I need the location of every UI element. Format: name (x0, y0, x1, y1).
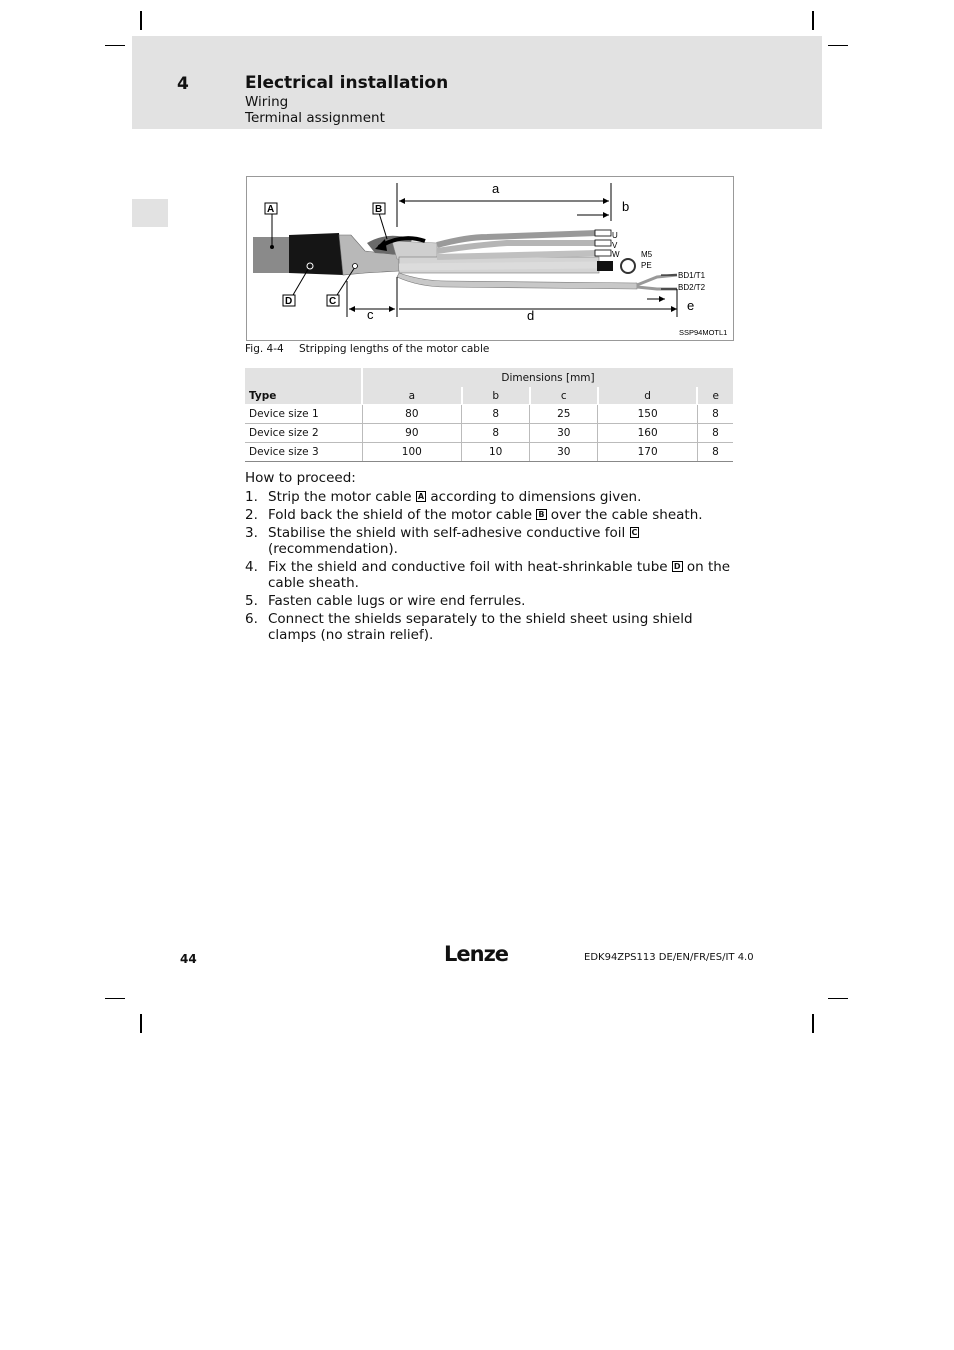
crop-mark (828, 45, 848, 46)
table-column-header: a (362, 387, 462, 405)
crop-mark (105, 998, 125, 999)
dimension-label: a (492, 181, 500, 196)
table-cell: 150 (598, 405, 698, 424)
crop-mark (828, 998, 848, 999)
table-header-row (245, 368, 733, 387)
table-row (245, 443, 733, 462)
chapter-title: Electrical installation (245, 73, 449, 93)
table-group-header: Dimensions [mm] (362, 368, 733, 387)
callout-ref: C (631, 528, 638, 537)
wire-label: W (612, 250, 620, 259)
list-item (245, 593, 735, 609)
table-cell: 8 (697, 424, 733, 443)
crop-mark (140, 1014, 142, 1033)
step-text: on the cable sheath. (268, 559, 731, 591)
list-item (245, 525, 735, 557)
step-text: Stabilise the shield with self-adhesive conductive foil (268, 525, 630, 541)
wire-label: PE (641, 261, 652, 270)
table-cell: 8 (697, 405, 733, 424)
table-cell: 170 (598, 443, 698, 462)
step-number: 5. (245, 593, 258, 609)
table-cell: 160 (598, 424, 698, 443)
table-cell: 30 (530, 443, 598, 462)
step-text: according to dimensions given. (426, 489, 642, 505)
callout-b-label: B (375, 204, 383, 215)
table-column-header: c (530, 387, 598, 405)
table-cell: Device size 1 (245, 405, 362, 424)
table-cell: Device size 2 (245, 424, 362, 443)
table-cell: 25 (530, 405, 598, 424)
instructions-intro: How to proceed: (245, 470, 356, 486)
list-item (245, 611, 735, 643)
wire-label: U (612, 231, 618, 240)
crop-mark (812, 11, 814, 30)
table-type-header: Type (245, 387, 362, 405)
header-band (132, 36, 822, 129)
table-row (245, 405, 733, 424)
crop-mark (140, 11, 142, 30)
dimension-label: c (367, 307, 374, 322)
step-number: 6. (245, 611, 258, 627)
list-item (245, 559, 735, 591)
table-cell: 100 (362, 443, 462, 462)
document-id: EDK94ZPS113 DE/EN/FR/ES/IT 4.0 (584, 952, 754, 963)
step-number: 3. (245, 525, 258, 541)
table-column-header: e (697, 387, 733, 405)
table-cell: 80 (362, 405, 462, 424)
table-cell: 90 (362, 424, 462, 443)
step-text: Strip the motor cable (268, 489, 416, 505)
dimension-label: b (622, 199, 630, 214)
table-cell: 10 (462, 443, 530, 462)
table-cell: Device size 3 (245, 443, 362, 462)
callout-ref: A (417, 492, 425, 501)
dimension-label: e (687, 298, 695, 313)
table-cell: 8 (462, 405, 530, 424)
figure-number: Fig. 4-4 (245, 343, 284, 355)
step-text: over the cable sheath. (546, 507, 703, 523)
table-row (245, 424, 733, 443)
chapter-number: 4 (177, 74, 189, 94)
page-number: 44 (180, 952, 197, 966)
callout-ref: B (538, 510, 545, 519)
dimension-label: d (527, 308, 535, 323)
step-number: 1. (245, 489, 258, 505)
callout-d-label: D (285, 296, 293, 307)
heat-shrink-tube (289, 233, 343, 275)
motor-cable-figure (246, 176, 734, 341)
step-text: Fasten cable lugs or wire end ferrules. (268, 593, 526, 609)
crop-mark (105, 45, 125, 46)
figure-caption (245, 343, 489, 355)
table-cell: 30 (530, 424, 598, 443)
instructions-list (245, 489, 735, 645)
step-text: (recommendation). (268, 541, 398, 557)
step-number: 4. (245, 559, 258, 575)
step-number: 2. (245, 507, 258, 523)
step-text: Fix the shield and conductive foil with heat-shrinkable tube (268, 559, 672, 575)
figure-caption-text: Stripping lengths of the motor cable (299, 343, 490, 355)
lenze-logo: Lenze (444, 942, 509, 966)
crop-mark (812, 1014, 814, 1033)
step-text: Connect the shields separately to the shield sheet using shield clamps (no strain relief). (268, 611, 693, 643)
figure-code: SSP94MOTL1 (679, 328, 728, 337)
callout-ref: D (673, 562, 681, 571)
section-subtitle: Terminal assignment (245, 110, 385, 126)
step-text: Fold back the shield of the motor cable (268, 507, 537, 523)
table-header-cell (245, 368, 362, 387)
list-item (245, 507, 735, 523)
wire-label: BD1/T1 (678, 271, 706, 280)
callout-c-label: C (329, 296, 337, 307)
list-item (245, 489, 735, 505)
wire-label: V (612, 241, 618, 250)
table-column-header: b (462, 387, 530, 405)
table-header-row (245, 387, 733, 405)
wire-label: BD2/T2 (678, 283, 706, 292)
table-column-header: d (598, 387, 698, 405)
dimensions-table (245, 368, 733, 462)
table-cell: 8 (697, 443, 733, 462)
chapter-side-tab (132, 199, 168, 227)
table-cell: 8 (462, 424, 530, 443)
wire-label: M5 (641, 250, 653, 259)
callout-a-label: A (267, 204, 275, 215)
section-subtitle: Wiring (245, 94, 289, 110)
